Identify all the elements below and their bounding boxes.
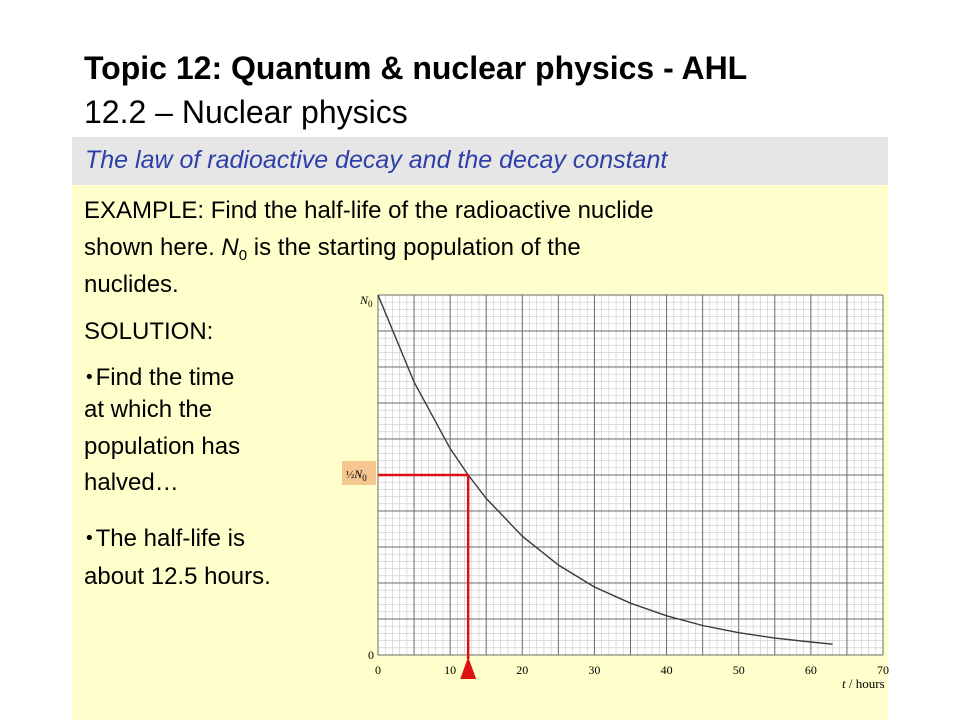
- bullet1-text-1: Find the time: [95, 364, 235, 391]
- example-line-1: EXAMPLE: Find the half-life of the radioactive nuclide: [84, 197, 654, 224]
- x-tick-label: 10: [444, 663, 457, 677]
- x-tick-label: 40: [660, 663, 673, 677]
- x-axis-label-unit: / hours: [845, 676, 885, 691]
- bullet1-line-3: population has: [84, 433, 241, 460]
- example-line-3: nuclides.: [84, 271, 179, 298]
- bullet-symbol: •: [84, 528, 95, 549]
- half-fraction: ½: [346, 469, 355, 481]
- x-tick-labels: [375, 663, 889, 677]
- half-life-arrow-icon: [460, 657, 476, 679]
- example-line-2-start: shown here.: [84, 234, 222, 261]
- n0-subscript: 0: [238, 247, 248, 264]
- example-line-2-end: is the starting population of the: [247, 234, 581, 261]
- y-label-n0-subscript: 0: [368, 299, 373, 309]
- page-subtitle: 12.2 – Nuclear physics: [84, 94, 408, 130]
- bullet2-line-2: about 12.5 hours.: [84, 563, 271, 590]
- solution-label: SOLUTION:: [84, 318, 214, 345]
- bullet1-line-1: [84, 362, 234, 394]
- x-tick-label: 60: [804, 663, 817, 677]
- n0-symbol: N: [221, 234, 239, 261]
- x-tick-label: 30: [588, 663, 601, 677]
- page-title: Topic 12: Quantum & nuclear physics - AHL: [84, 50, 748, 86]
- bullet1-line-4: halved…: [84, 469, 179, 496]
- section-heading-bar: [72, 137, 888, 185]
- x-tick-label: 70: [877, 663, 889, 677]
- half-n-subscript: 0: [362, 473, 367, 483]
- x-tick-label: 0: [375, 663, 381, 677]
- x-axis-label-t: t: [842, 676, 846, 691]
- bullet-symbol: •: [84, 367, 95, 388]
- decay-chart: [330, 285, 905, 695]
- x-tick-label: 50: [732, 663, 745, 677]
- half-n-symbol: N: [354, 467, 363, 481]
- example-line-2: [84, 232, 581, 272]
- bullet2-text-1: The half-life is: [95, 525, 246, 552]
- bullet2-line-1: [84, 523, 245, 555]
- section-heading: The law of radioactive decay and the decay constant: [85, 146, 668, 174]
- y-label-n0: $N_0$: [360, 293, 373, 309]
- x-axis-label: [842, 676, 885, 691]
- x-tick-label: 20: [516, 663, 529, 677]
- y-label-zero: 0: [368, 648, 374, 662]
- bullet1-line-2: at which the: [84, 396, 213, 423]
